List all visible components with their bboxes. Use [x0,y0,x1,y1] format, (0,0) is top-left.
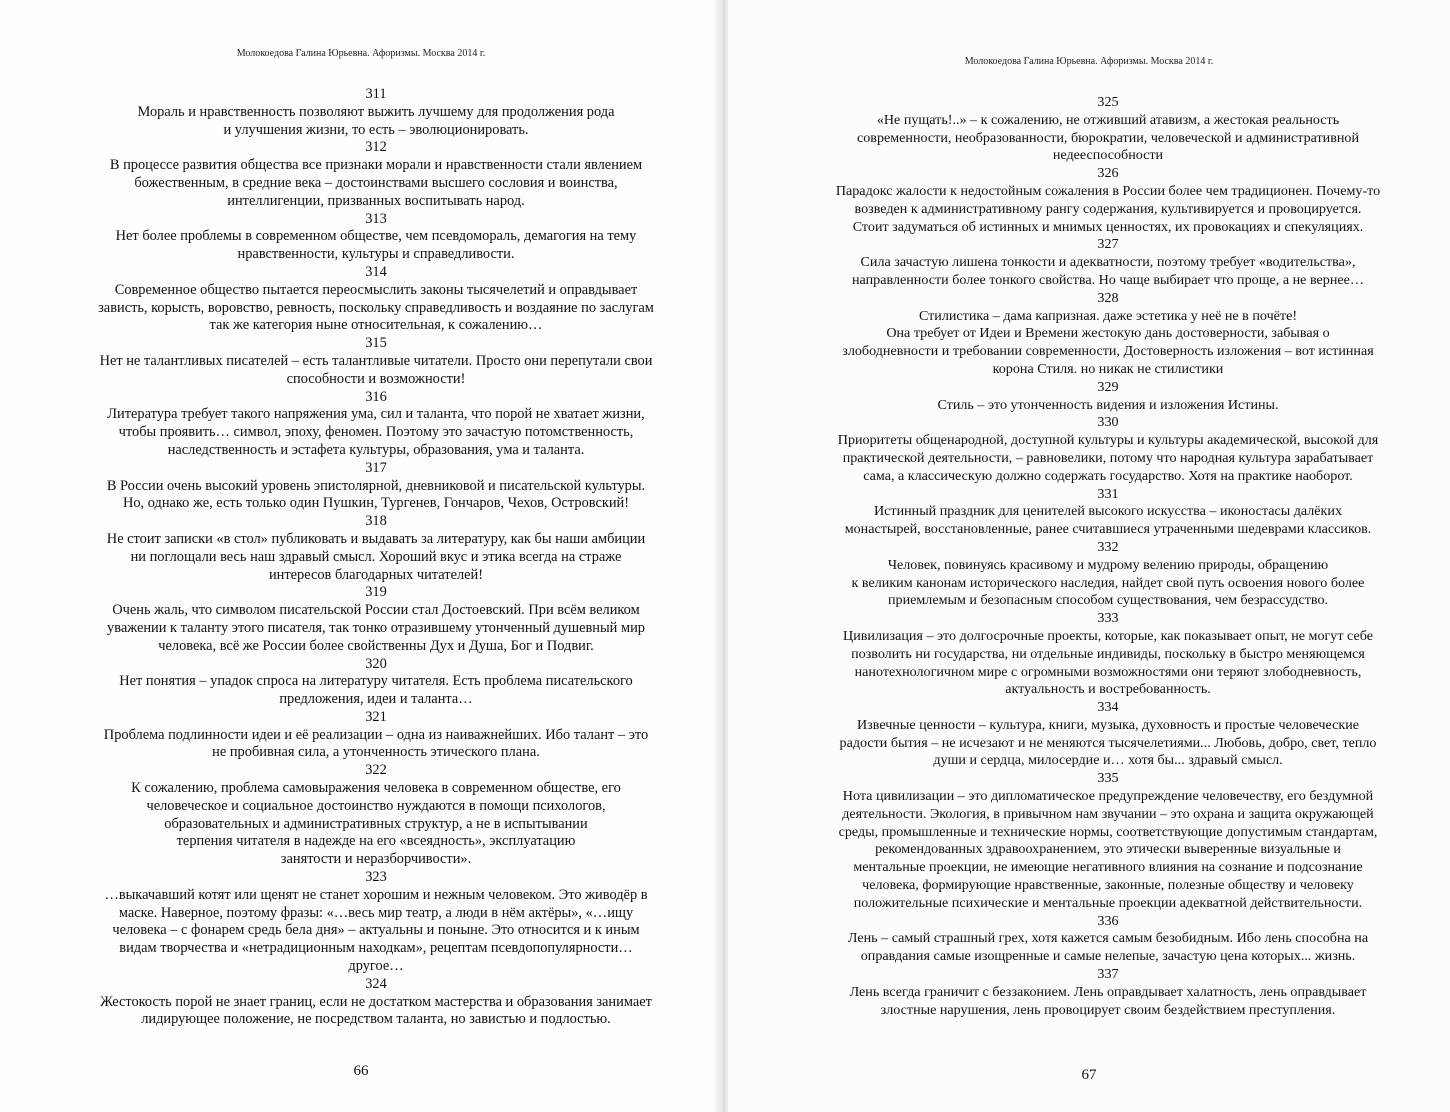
aphorism-text: Истинный праздник для ценителей высокого искусства – иконостасы далёких монастырей, восстановленные, ранее считавшиеся утраченными шедеврами классиков. [844,503,1372,538]
aphorism-number: 333 [1097,610,1119,627]
right-page [728,0,1450,1112]
aphorism-text: Извечные ценности – культура, книги, музыка, духовность и простые человеческие радости бытия – не исчезают и не меняются тысячелетиями... Любовь, добро, свет, тепло души и сердца, милосердие и… хотя бы... здравый смысл. [839,716,1377,769]
aphorism-number: 318 [365,513,387,530]
aphorism-number: 320 [365,655,387,672]
aphorism-text: Нет не талантливых писателей – есть талантливые читатели. Просто они перепутали свои способности и возможности! [99,352,653,387]
aphorism-text: Сила зачастую лишена тонкости и адекватности, поэтому требует «водительства», направленности более тонкого свойства. Но чаще выбирает что проще, а не вернее… [852,254,1364,288]
aphorism-number: 311 [365,86,387,102]
aphorism-number: 330 [1097,414,1119,431]
aphorism-text: Лень – самый страшный грех, хотя кажется самым безобидным. Ибо лень способна на оправдания самые изощренные и самые нелепые, зачастую цена которых... жизнь. [847,930,1369,965]
aphorism-list [70,86,682,1029]
aphorism-number: 322 [365,762,387,779]
aphorism-list [794,94,1422,1019]
aphorism-number: 335 [1097,770,1119,787]
aphorism-text: Нет более проблемы в современном обществе, чем псевдомораль, демагогия на тему нравственности, культуры и справедливости. [115,228,637,263]
aphorism-text: Человек, повинуясь красивому и мудрому велению природы, обращению к великим канонам исторического наследия, найдет свой путь освоения нового более приемлемым и безопасным способом существования, чем безрассудство. [851,556,1365,609]
aphorism-number: 327 [1097,236,1119,253]
aphorism-number: 319 [365,584,387,601]
running-header: Молокоедова Галина Юрьевна. Афоризмы. Москва 2014 г. [964,56,1214,67]
left-page [0,0,722,1112]
aphorism-text: …выкачавший котят или щенят не станет хорошим и нежным человеком. Это живодёр в маске. Наверное, поэтому фразы: «…весь мир театр, а люди в нём актёры», «…ищу человека – с фонарем средь бела дня» – актуальны и поныне. Это относится и к иным видам творчества и «нетрадиционным находкам», рецептам псевдопопулярности… другое… [104,886,648,975]
aphorism-number: 328 [1097,289,1119,306]
aphorism-number: 313 [365,210,387,227]
aphorism-text: Нет понятия – упадок спроса на литературу читателя. Есть проблема писательского предложения, идеи и таланта… [119,673,633,708]
aphorism-text: Нота цивилизации – это дипломатическое предупреждение человечеству, его бездумной деятельности. Экология, в привычном нам звучании – это охрана и защита окружающей среды, промышленные и технические нормы, соответствующие допустимым стандартам, рекомендованных здравоохранением, это этически выверенные визуальные и ментальные проекции, не имеющие негативного влияния на сознание и подсознание человека, формирующие нравственные, законные, полезные обществу и человеку положительные психические и ментальные проекции адекватной действительности. [838,788,1378,911]
aphorism-text: Цивилизация – это долгосрочные проекты, которые, как показывает опыт, не могут себе позволить ни государства, ни отдельные индивиды, поскольку в быстро меняющемся нанотехнологичном мире с огромными возможностями они теряют злободневность, актуальность и востребованность. [843,627,1373,698]
aphorism-number: 326 [1097,165,1119,182]
aphorism-text: В России очень высокий уровень эпистолярной, дневниковой и писательской культуры. Но, однако же, есть только один Пушкин, Тургенев, Гончаров, Чехов, Островский! [106,477,646,512]
aphorism-number: 317 [365,459,387,476]
aphorism-number: 316 [365,388,387,405]
aphorism-number: 336 [1097,912,1119,929]
aphorism-text: Мораль и нравственность позволяют выжить лучшему для продолжения рода и улучшения жизни, то есть – эволюционировать. [137,103,615,138]
aphorism-number: 312 [365,139,387,156]
aphorism-text: Стиль – это утонченность видения и изложения Истины. [937,396,1279,413]
page-number: 67 [1081,1067,1097,1083]
aphorism-text: Проблема подлинности идеи и её реализации – одна из наиважнейших. Ибо талант – это не пробивная сила, а утонченность этического плана. [103,726,649,761]
aphorism-text: «Не пущать!..» – к сожалению, не отживший атавизм, а жестокая реальность современности, необразованности, бюрократии, человеческой и административной недееспособности [857,111,1359,164]
aphorism-number: 334 [1097,699,1119,716]
page-number: 66 [353,1063,369,1079]
aphorism-number: 325 [1097,94,1119,110]
aphorism-text: Очень жаль, что символом писательской России стал Достоевский. При всём великом уважении к таланту этого писателя, так тонко отразившему утонченный душевный мир человека, всё же России более свойственны Дух и Душа, Бог и Подвиг. [107,602,645,654]
aphorism-text: Приоритеты общенародной, доступной культуры и культуры академической, высокой для практической деятельности, – равновелики, потому что народная культура зарабатывает сама, а классическую должно содержать государство. Хотя на практике наоборот. [837,432,1379,484]
aphorism-text: Лень всегда граничит с беззаконием. Лень оправдывает халатность, лень оправдывает злостные нарушения, лень провоцирует своим бездействием преступления. [849,983,1367,1018]
aphorism-text: Не стоит записки «в стол» публиковать и выдавать за литературу, как бы наши амбиции ни поглощали весь наш здравый смысл. Хороший вкус и этика всегда на страже интересов благодарных читателей! [106,530,646,583]
aphorism-number: 329 [1097,378,1119,395]
aphorism-number: 332 [1097,538,1119,555]
aphorism-number: 315 [365,335,387,352]
aphorism-number: 331 [1097,485,1119,502]
aphorism-number: 337 [1097,966,1119,983]
aphorism-text: В процессе развития общества все признаки морали и нравственности стали явлением божественным, в средние века – достоинствами высшего сословия и воинства, интеллигенции, призванных воспитывать народ. [109,157,643,209]
aphorism-number: 323 [365,869,387,886]
aphorism-text: Литература требует такого напряжения ума, сил и таланта, что порой не хватает жизни, чтобы проявить… символ, эпоху, феномен. Поэтому это зачастую потомственность, наследственность и эстафета культуры, образования, ума и таланта. [107,406,645,458]
aphorism-number: 321 [365,708,387,725]
aphorism-number: 324 [365,975,387,992]
aphorism-text: Жестокость порой не знает границ, если не достатком мастерства и образования занимает лидирующее положение, не посредством таланта, но завистью и подлостью. [100,993,652,1028]
aphorism-text: Стилистика – дама капризная. даже эстетика у неё не в почёте! Она требует от Идеи и Времени жестокую дань достоверности, забывая о злободневности и требовании современности, Достоверность изложения – вот истинная корона Стиля. но никак не стилистики [842,307,1374,377]
aphorism-text: К сожалению, проблема самовыражения человека в современном обществе, его человеческое и социальное достоинство нуждаются в помощи психологов, образовательных и административных структур, а не в испытывании терпения читателя в надежде на его «всеядность», эксплуатацию занятости и неразборчивости». [131,780,621,868]
running-header: Молокоедова Галина Юрьевна. Афоризмы. Москва 2014 г. [236,48,486,59]
aphorism-text: Современное общество пытается переосмыслить законы тысячелетий и оправдывает зависть, корысть, воровство, ревность, поскольку справедливость и воздаяние по заслугам так же категория ныне относительная, к сожалению… [98,281,654,334]
aphorism-number: 314 [365,263,387,280]
aphorism-text: Парадокс жалости к недостойным сожаления в России более чем традиционен. Почему-то возведен к административному рангу содержания, культивируется и провоцируется. Стоит задуматься об истинных и мнимых ценностях, их провокациях и спекуляциях. [835,182,1381,235]
